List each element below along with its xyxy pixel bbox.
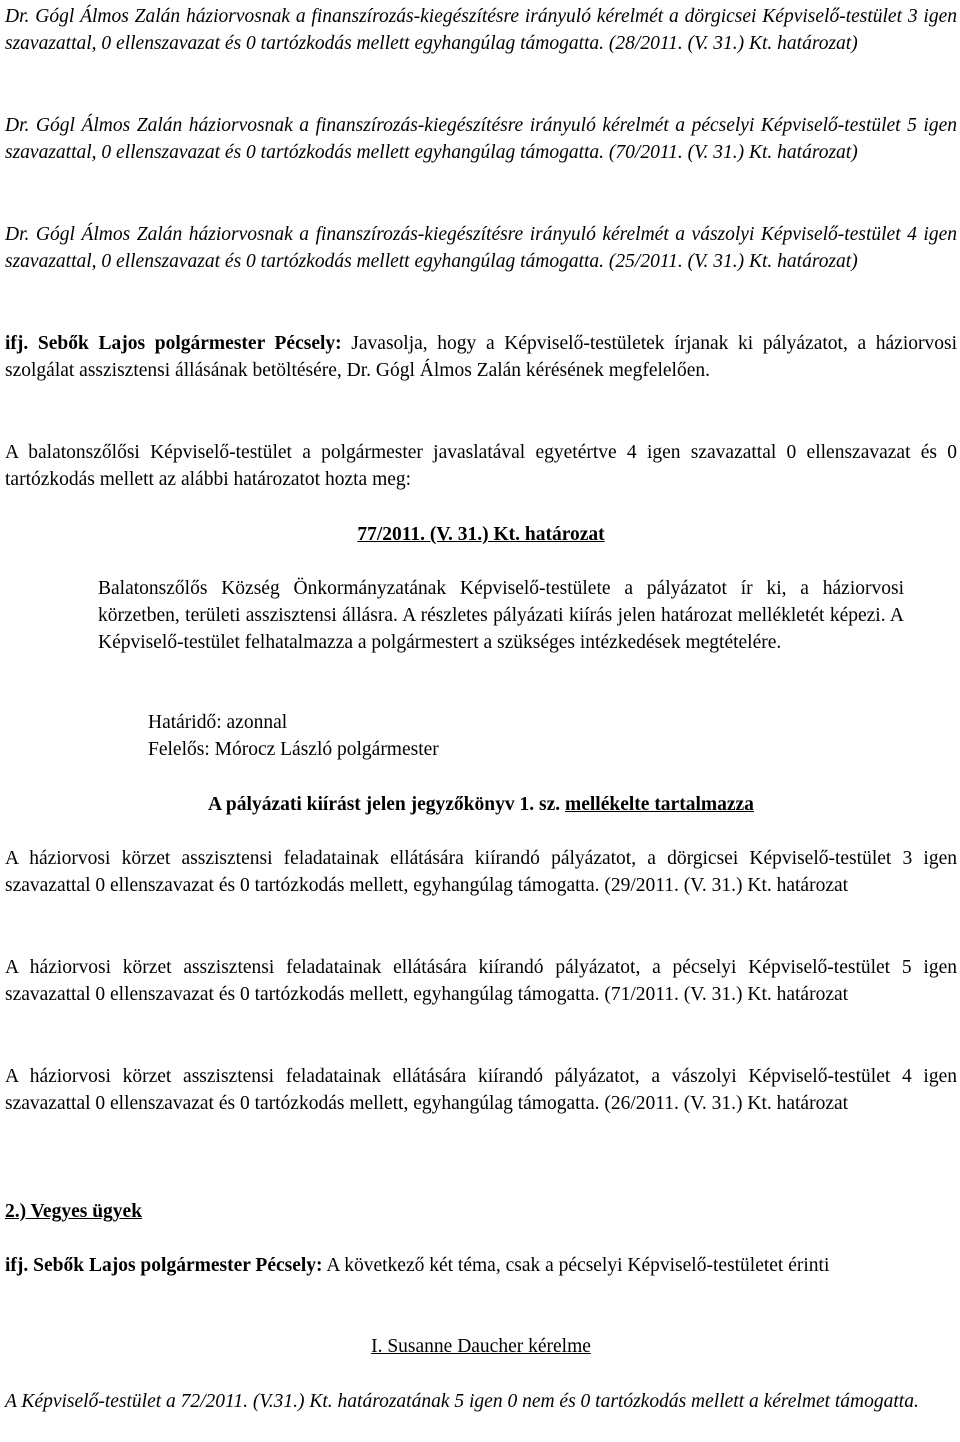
- resolution-responsible: Felelős: Mórocz László polgármester: [148, 739, 439, 760]
- vote-intro-paragraph: A balatonszőlősi Képviselő-testület a polgármester javaslatával egyetértve 4 igen szavazattal 0 ellenszavazat és 0 tartózkodás mellett az alábbi határozatot hozta meg:: [5, 442, 957, 490]
- decision-text: Gógl Álmos Zalán háziorvosnak a finanszírozás-kiegészítésre irányuló kérelmét a vászolyi Képviselő-testület 4 igen szavazattal, 0 ellenszavazat és 0 tartózkodás mellett egyhangúlag támogatta. (25/2011. (V. 31.) Kt. határozat): [5, 224, 958, 272]
- speaker-text: A következő két téma, csak a pécselyi Képviselő-testületet érinti: [322, 1255, 830, 1276]
- decision-prefix: Dr.: [5, 6, 30, 27]
- decision-prefix: Dr.: [5, 115, 30, 136]
- decision-pecsely-71: A háziorvosi körzet asszisztensi feladatainak ellátására kiírandó pályázatot, a pécselyi Képviselő-testület 5 igen szavazattal 0 ellenszavazat és 0 tartózkodás mellett, egyhangúlag támogatta. (71/2011. (V. 31.) Kt. határozat: [5, 957, 957, 1005]
- attachment-note-underlined: mellékelte tartalmazza: [564, 794, 754, 815]
- decision-dorgicse-28: [5, 3, 957, 57]
- decision-pecsely-70: [5, 112, 957, 166]
- resolution-deadline: Határidő: azonnal: [148, 712, 288, 733]
- decision-prefix: Dr.: [5, 224, 30, 245]
- decision-vaszoly-25: [5, 221, 957, 275]
- resolution-body: Balatonszőlős Község Önkormányzatának Képviselő-testülete a pályázatot ír ki, a háziorvosi körzetben, területi asszisztensi állásra. A részletes pályázati kiírás jelen határozat mellékletét képezi. A Képviselő-testület felhatalmazza a polgármestert a szükséges intézkedések megtételére.: [98, 578, 904, 653]
- resolution-title: 77/2011. (V. 31.) Kt. határozat: [357, 524, 605, 545]
- final-decision-paragraph: A Képviselő-testület a 72/2011. (V.31.) Kt. határozatának 5 igen 0 nem és 0 tartózkodás mellett a kérelmet támogatta.: [5, 1391, 919, 1412]
- attachment-note: [5, 791, 957, 818]
- subsection-title-daucher: I. Susanne Daucher kérelme: [371, 1336, 591, 1357]
- section-heading-vegyes-ugyek: 2.) Vegyes ügyek: [5, 1201, 143, 1222]
- speaker-paragraph-2: [5, 1252, 957, 1279]
- speaker-paragraph-1: [5, 330, 957, 384]
- decision-text: Gógl Álmos Zalán háziorvosnak a finanszírozás-kiegészítésre irányuló kérelmét a dörgicsei Képviselő-testület 3 igen szavazattal, 0 ellenszavazat és 0 tartózkodás mellett egyhangúlag támogatta. (28/2011. (V. 31.) Kt. határozat): [5, 6, 958, 54]
- decision-dorgicse-29: A háziorvosi körzet asszisztensi feladatainak ellátására kiírandó pályázatot, a dörgicsei Képviselő-testület 3 igen szavazattal 0 ellenszavazat és 0 tartózkodás mellett, egyhangúlag támogatta. (29/2011. (V. 31.) Kt. határozat: [5, 848, 957, 896]
- decision-vaszoly-26: A háziorvosi körzet asszisztensi feladatainak ellátására kiírandó pályázatot, a vászolyi Képviselő-testület 4 igen szavazattal 0 ellenszavazat és 0 tartózkodás mellett, egyhangúlag támogatta. (26/2011. (V. 31.) Kt. határozat: [5, 1066, 957, 1114]
- attachment-note-prefix: A pályázati kiírást jelen jegyzőkönyv 1. sz.: [208, 794, 565, 815]
- speaker-text: Javasolja, hogy a Képviselő-testületek írjanak ki pályázatot, a háziorvosi szolgálat asszisztensi állásának betöltésére, Dr. Gógl Álmos Zalán kérésének megfelelően.: [5, 333, 957, 381]
- speaker-name: ifj. Sebők Lajos polgármester Pécsely:: [5, 333, 342, 354]
- decision-text: Gógl Álmos Zalán háziorvosnak a finanszírozás-kiegészítésre irányuló kérelmét a pécselyi Képviselő-testület 5 igen szavazattal, 0 ellenszavazat és 0 tartózkodás mellett egyhangúlag támogatta. (70/2011. (V. 31.) Kt. határozat): [5, 115, 957, 163]
- speaker-name: ifj. Sebők Lajos polgármester Pécsely:: [5, 1255, 323, 1276]
